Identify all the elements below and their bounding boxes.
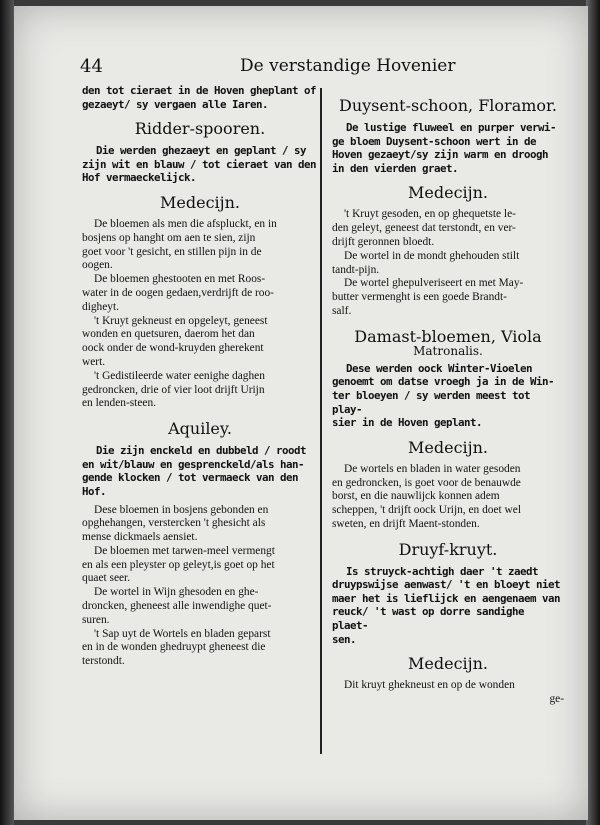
- blackletter-line: Die zijn enckeld en dubbeld / roodt: [96, 444, 307, 458]
- text-line: opghehangen, verstercken 't ghesicht als: [82, 517, 266, 530]
- blackletter-line: Die werden ghezaeyt en geplant / sy: [96, 144, 307, 158]
- text-line: De bloemen met tarwen-meel vermengt: [94, 544, 275, 557]
- column-divider: [320, 88, 322, 754]
- section-heading-druyf-kruyt: Druyf-kruyt.: [398, 539, 498, 559]
- section-heading-aquiley: Aquiley.: [168, 419, 232, 439]
- section-heading-medecijn: Medecijn.: [408, 437, 488, 457]
- text-line: water in de oogen gedaen,verdrijft de roo-: [82, 286, 274, 299]
- paragraph: [82, 628, 318, 669]
- text-line: terstondt.: [82, 655, 125, 668]
- blackletter-line: sier in de Hoven geplant.: [332, 416, 483, 430]
- paragraph: [82, 545, 318, 586]
- text-line: gedroncken, drie of vier loot drijft Urijn: [82, 383, 265, 396]
- text-line: salf.: [332, 304, 352, 317]
- catchword: ge-: [549, 693, 564, 706]
- blackletter-line: sen.: [332, 632, 357, 646]
- section-heading-duysent-schoon: Duysent-schoon, Floramor.: [338, 96, 558, 115]
- text-line: mense dickmaels aensiet.: [82, 531, 198, 544]
- blackletter-line: gezaeyt/ sy vergaen alle Iaren.: [82, 97, 269, 111]
- text-line: oogen.: [82, 259, 113, 272]
- text-line: en lenden-steen.: [82, 397, 157, 410]
- blackletter-line: ge bloem Duysent-schoon wert in de: [332, 134, 537, 148]
- text-line: De wortel in de mondt ghehouden stilt: [344, 249, 520, 262]
- section-heading-ridder-spooren: Ridder-spooren.: [134, 119, 266, 139]
- text-line: oock onder de wond-kruyden gherekent: [82, 342, 264, 355]
- blackletter-line: zijn wit en blauw / tot cieraet van den: [82, 157, 317, 171]
- text-line: scheppen, 't drijft oock Urijn, en doet wel: [332, 504, 521, 517]
- text-line: 't Sap uyt de Wortels en bladen geparst: [94, 627, 271, 640]
- blackletter-line: reuck/ 't wast op dorre sandighe plaet-: [332, 605, 525, 633]
- paragraph: [332, 250, 564, 278]
- paragraph: [82, 504, 318, 545]
- blackletter-line: Hof.: [82, 484, 107, 498]
- paragraph: [82, 218, 318, 273]
- text-line: De wortel in Wijn ghesoden en ghe-: [94, 586, 259, 599]
- blackletter-line: De lustige fluweel en purper verwi-: [346, 121, 557, 134]
- text-line: droncken, gheneest alle inwendighe quet-: [82, 600, 272, 613]
- text-line: quaet seer.: [82, 572, 131, 585]
- section-heading-medecijn: Medecijn.: [408, 183, 488, 203]
- section-subheading-matronalis: Matronalis.: [413, 343, 483, 358]
- text-line: Dit kruyt ghekneust en op de wonden: [344, 679, 515, 692]
- paragraph: [82, 273, 318, 314]
- text-line: goet voor 't gesicht, en stillen pijn in de: [82, 245, 262, 258]
- running-title: De verstandige Hovenier: [240, 56, 456, 76]
- paragraph: [82, 586, 318, 627]
- section-heading-medecijn: Medecijn.: [408, 654, 488, 674]
- paragraph: [332, 277, 564, 318]
- text-line: butter vermenght is een goede Brandt-: [332, 291, 507, 304]
- text-line: De wortels en bladen in water gesoden: [344, 462, 521, 475]
- paragraph: [82, 315, 318, 370]
- text-line: wonden en quetsuren, daerom het dan: [82, 328, 255, 341]
- blackletter-line: en wit/blauw en gesprenckeld/als han-: [82, 457, 305, 471]
- text-line: bosjens op hanght om aen te sien, zijn: [82, 231, 256, 244]
- text-line: De wortel ghepulveriseert en met May-: [344, 277, 524, 290]
- blackletter-line: in den vierden graet.: [332, 161, 459, 175]
- text-line: den geleyt, geneest dat terstondt, en ver-: [332, 222, 516, 235]
- blackletter-line: maer het is lieflijck en aengenaem van: [332, 591, 561, 605]
- text-line: en gedroncken, is goet voor de benauwde: [332, 476, 521, 489]
- blackletter-line: Dese werden oock Winter-Vioelen: [346, 361, 533, 375]
- text-line: suren.: [82, 613, 110, 626]
- blackletter-line: ter bloeyen / sy werden meest tot play-: [332, 388, 531, 416]
- page-edge-right: [586, 0, 600, 825]
- paragraph: [332, 463, 564, 532]
- blackletter-line: Hoven gezaeyt/sy zijn warm en droogh: [332, 148, 549, 162]
- page-edge-left: [0, 0, 14, 825]
- text-line: 't Kruyt gekneust en opgeleyt, geneest: [94, 314, 268, 327]
- section-heading-damast-bloemen: Damast-bloemen, Viola: [354, 326, 542, 346]
- text-line: tandt-pijn.: [332, 263, 380, 276]
- page-number: 44: [80, 56, 103, 77]
- text-line: en als een pleyster op geleyt,is goet op het: [82, 558, 275, 571]
- page-header: [80, 56, 540, 80]
- paragraph: [332, 208, 564, 249]
- text-line: en in de wonden ghedruypt gheneest die: [82, 641, 266, 654]
- text-line: sweten, en drijft Maent-stonden.: [332, 517, 480, 530]
- text-line: Dese bloemen in bosjens gebonden en: [94, 503, 269, 516]
- text-line: 't Gedistileerde water eenighe daghen: [94, 369, 265, 382]
- blackletter-line: gende klocken / tot vermaeck van den: [82, 471, 299, 485]
- blackletter-line: den tot cieraet in de Hoven gheplant of: [82, 84, 317, 97]
- text-line: drijft geronnen bloedt.: [332, 235, 435, 248]
- blackletter-line: genoemt om datse vroegh ja in de Win-: [332, 375, 555, 389]
- text-line: borst, en die nauwlijck konnen adem: [332, 490, 500, 503]
- left-column: [82, 84, 318, 669]
- text-line: De bloemen als men die afspluckt, en in: [94, 217, 277, 230]
- blackletter-line: druypswijse aenwast/ 't en bloeyt niet: [332, 578, 561, 592]
- blackletter-line: Is struyck-achtigh daer 't zaedt: [346, 564, 539, 578]
- text-line: 't Kruyt gesoden, en op ghequetste le-: [344, 208, 516, 221]
- paragraph: [82, 370, 318, 411]
- text-line: De bloemen ghestooten en met Roos-: [94, 273, 266, 286]
- text-line: digheyt.: [82, 300, 120, 313]
- text-line: wert.: [82, 355, 106, 368]
- blackletter-line: Hof vermaeckelijck.: [82, 171, 197, 185]
- right-column: [332, 84, 564, 707]
- section-heading-medecijn: Medecijn.: [160, 192, 240, 212]
